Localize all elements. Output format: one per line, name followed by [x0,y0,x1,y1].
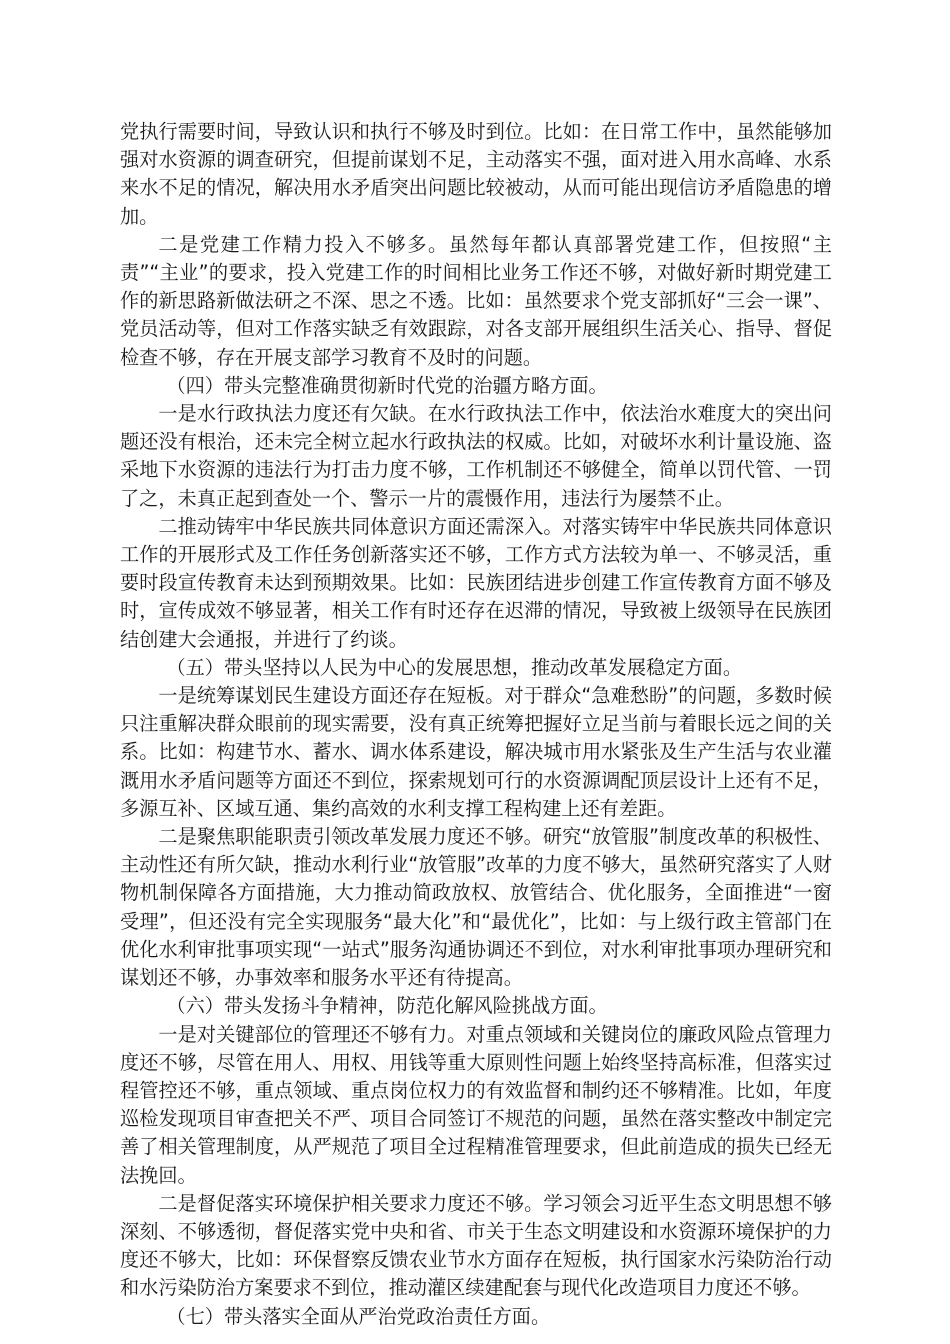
section-heading-7: （七）带头落实全面从严治党政治责任方面。 [166,1304,551,1328]
paragraph-party-building-effort: 二是党建工作精力投入不够多。虽然每年都认真部署党建工作，但按照“主责”“主业”的要求，投入党建工作的时间相比业务工作还不够，对做好新时期党建工作的新思路新做法研之不深、思之不透。比如：虽然要求个党支部抓好“三会一课”、党员活动等，但对工作落实缺乏有效跟踪，对各支部开展组织生活关心、指导、督促检查不够，存在开展支部学习教育不及时的问题。 [120,232,832,369]
paragraph-key-position-management: 一是对关键部位的管理还不够有力。对重点领域和关键岗位的廉政风险点管理力度还不够，尽管在用人、用权、用钱等重大原则性问题上始终坚持高标准，但落实过程管控还不够，重点领域、重点岗位权力的有效监督和制约还不够精准。比如，年度巡检发现项目审查把关不严、项目合同签订不规范的问题，虽然在落实整改中制定完善了相关管理制度，从严规范了项目全过程精准管理要求，但此前造成的损失已经无法挽回。 [120,1022,832,1187]
paragraph-water-law-enforcement: 一是水行政执法力度还有欠缺。在水行政执法工作中，依法治水难度大的突出问题还没有根治，还未完全树立起水行政执法的权威。比如，对破坏水利计量设施、盗采地下水资源的违法行为打击力度不够，工作机制还不够健全，简单以罚代管、一罚了之，未真正起到查处一个、警示一片的震慑作用，违法行为屡禁不止。 [120,402,832,510]
paragraph-continuation: 党执行需要时间，导致认识和执行不够及时到位。比如：在日常工作中，虽然能够加强对水资源的调查研究，但提前谋划不足，主动落实不强，面对进入用水高峰、水系来水不足的情况，解决用水矛盾突出问题比较被动，从而可能出现信访矛盾隐患的增加。 [120,120,832,228]
section-heading-5: （五）带头坚持以人民为中心的发展思想，推动改革发展稳定方面。 [166,655,743,679]
paragraph-livelihood-planning: 一是统筹谋划民生建设方面还存在短板。对于群众“急难愁盼”的问题，多数时候只注重解决群众眼前的现实需要，没有真正统筹把握好立足当前与着眼长远之间的关系。比如：构建节水、蓄水、调水体系建设，解决城市用水紧张及生产生活与农业灌溉用水矛盾问题等方面还不到位，探索规划可行的水资源调配顶层设计上还有不足，多源互补、区域互通、集约高效的水利支撑工程构建上还有差距。 [120,684,832,820]
paragraph-reform-development: 二是聚焦职能职责引领改革发展力度还不够。研究“放管服”制度改革的积极性、主动性还有所欠缺，推动水利行业“放管服”改革的力度不够大，虽然研究落实了人财物机制保障各方面措施，大力推动简政放权、放管结合、优化服务，全面推进“一窗受理”，但还没有完全实现服务“最大化”和“最优化”，比如：与上级行政主管部门在优化水利审批事项实现“一站式”服务沟通协调还不到位，对水利审批事项办理研究和谋划还不够，办事效率和服务水平还有待提高。 [120,825,832,990]
section-heading-6: （六）带头发扬斗争精神，防范化解风险挑战方面。 [166,994,608,1018]
paragraph-environmental-protection: 二是督促落实环境保护相关要求力度还不够。学习领会习近平生态文明思想不够深刻、不够透彻，督促落实党中央和省、市关于生态文明建设和水资源环境保护的力度还不够大，比如：环保督察反馈农业节水方面存在短板，执行国家水污染防治行动和水污染防治方案要求不到位，推动灌区续建配套与现代化改造项目力度还不够。 [120,1191,832,1300]
paragraph-national-unity: 二推动铸牢中华民族共同体意识方面还需深入。对落实铸牢中华民族共同体意识工作的开展形式及工作任务创新落实还不够，工作方式方法较为单一、不够灵活，重要时段宣传教育未达到预期效果。比如：民族团结进步创建工作宣传教育方面不够及时，宣传成效不够显著，相关工作有时还存在迟滞的情况，导致被上级领导在民族团结创建大会通报，并进行了约谈。 [120,514,832,651]
document-page [120,118,832,1331]
section-heading-4: （四）带头完整准确贯彻新时代党的治疆方略方面。 [166,373,608,397]
